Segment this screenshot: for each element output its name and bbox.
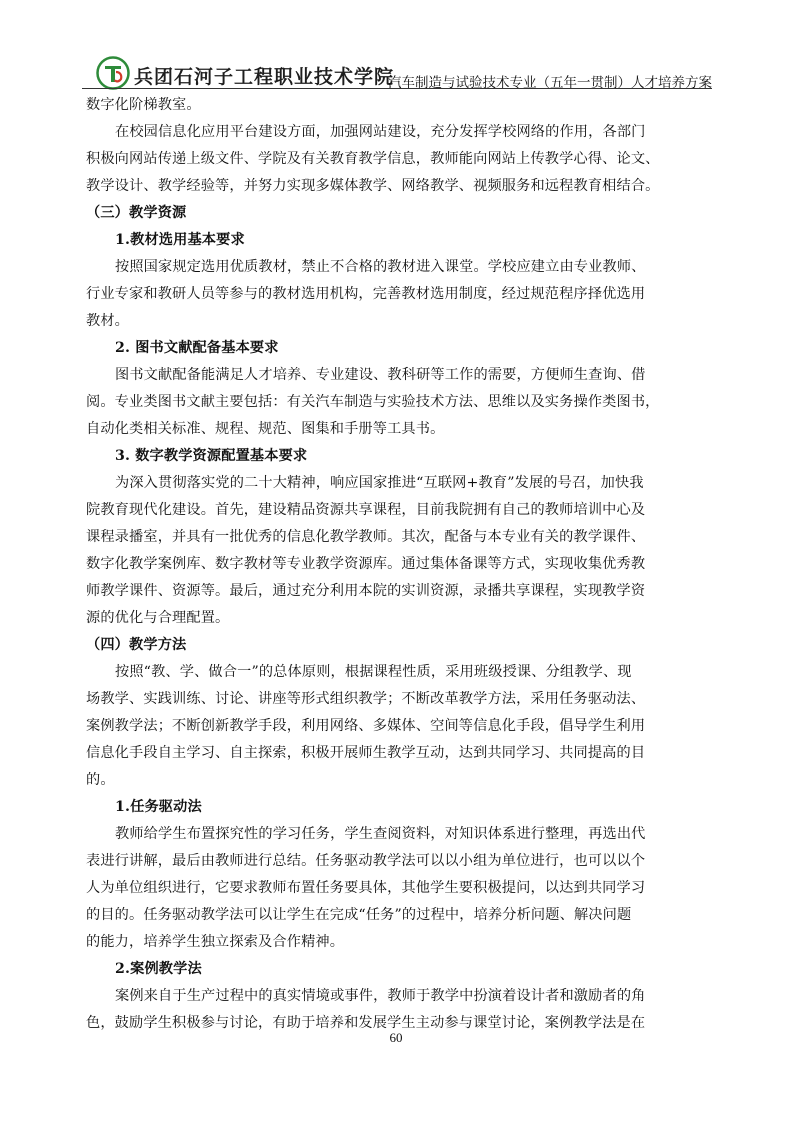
text-line: 院教育现代化建设。首先，建设精品资源共享课程，目前我院拥有自己的教师培训中心及 <box>86 502 646 518</box>
text-line: 按照“教、学、做合一”的总体原则，根据课程性质，采用班级授课、分组教学、现 <box>115 664 632 680</box>
text-line: 教学设计、教学经验等，并努力实现多媒体教学、网络教学、视频服务和远程教育相结合。 <box>86 178 660 194</box>
program-title: 汽车制造与试验技术专业（五年一贯制）人才培养方案 <box>388 75 712 91</box>
text-line: 积极向网站传递上级文件、学院及有关教育教学信息，教师能向网站上传教学心得、论文、 <box>86 151 660 167</box>
text-line: 图书文献配备能满足人才培养、专业建设、教科研等工作的需要，方便师生查询、借 <box>115 367 646 383</box>
text-line: 的。 <box>86 772 115 788</box>
text-line: 表进行讲解，最后由教师进行总结。任务驱动教学法可以以小组为单位进行，也可以以个 <box>86 853 646 869</box>
text-line: 阅。专业类图书文献主要包括：有关汽车制造与实验技术方法、思维以及实务操作类图书， <box>86 394 660 410</box>
text-line: 的目的。任务驱动教学法可以让学生在完成“任务”的过程中，培养分析问题、解决问题 <box>86 907 632 923</box>
page-header <box>82 48 712 90</box>
header-divider <box>82 88 712 89</box>
text-line: 按照国家规定选用优质教材，禁止不合格的教材进入课堂。学校应建立由专业教师、 <box>115 259 646 275</box>
text-line: 在校园信息化应用平台建设方面，加强网站建设，充分发挥学校网络的作用，各部门 <box>115 124 646 140</box>
text-line: 自动化类相关标准、规程、规范、图集和手册等工具书。 <box>86 421 445 437</box>
text-line: 师教学课件、资源等。最后，通过充分利用本院的实训资源，录播共享课程，实现教学资 <box>86 583 646 599</box>
text-line: 人为单位组织进行，它要求教师布置任务要具体，其他学生要积极提问，以达到共同学习 <box>86 880 646 896</box>
subsection-heading: 2.案例教学法 <box>115 961 202 977</box>
page-number: 60 <box>389 1030 403 1045</box>
text-line: 源的优化与合理配置。 <box>86 610 230 626</box>
text-line: 为深入贯彻落实党的二十大精神，响应国家推进“互联网+教育”发展的号召，加快我 <box>115 475 644 491</box>
text-line: 数字化教学案例库、数字教材等专业教学资源库。通过集体备课等方式，实现收集优秀教 <box>86 556 646 572</box>
text-line: 色，鼓励学生积极参与讨论，有助于培养和发展学生主动参与课堂讨论，案例教学法是在 <box>86 1015 646 1031</box>
section-heading: （三）教学资源 <box>86 205 187 221</box>
text-line: 课程录播室，并具有一批优秀的信息化教学教师。其次，配备与本专业有关的教学课件、 <box>86 529 646 545</box>
school-logo-icon <box>96 56 130 90</box>
subsection-heading: 2. 图书文献配备基本要求 <box>115 340 279 356</box>
subsection-heading: 3. 数字教学资源配置基本要求 <box>115 448 308 464</box>
text-line: 行业专家和教研人员等参与的教材选用机构，完善教材选用制度，经过规范程序择优选用 <box>86 286 646 302</box>
text-line: 场教学、实践训练、讨论、讲座等形式组织教学；不断改革教学方法，采用任务驱动法、 <box>86 691 646 707</box>
text-line: 案例教学法；不断创新教学手段，利用网络、多媒体、空间等信息化手段，倡导学生利用 <box>86 718 646 734</box>
text-line: 的能力，培养学生独立探索及合作精神。 <box>86 934 345 950</box>
text-line: 教材。 <box>86 313 130 329</box>
text-line: 教师给学生布置探究性的学习任务，学生查阅资料，对知识体系进行整理，再选出代 <box>115 826 646 842</box>
subsection-heading: 1.教材选用基本要求 <box>115 232 245 248</box>
subsection-heading: 1.任务驱动法 <box>115 799 202 815</box>
text-line: 案例来自于生产过程中的真实情境或事件，教师于教学中扮演着设计者和激励者的角 <box>115 988 646 1004</box>
document-body <box>86 92 710 1037</box>
school-name: 兵团石河子工程职业技术学院 <box>134 66 395 88</box>
text-line: 数字化阶梯教室。 <box>86 97 201 113</box>
section-heading: （四）教学方法 <box>86 637 187 653</box>
text-line: 信息化手段自主学习、自主探索，积极开展师生教学互动，达到共同学习、共同提高的目 <box>86 745 646 761</box>
